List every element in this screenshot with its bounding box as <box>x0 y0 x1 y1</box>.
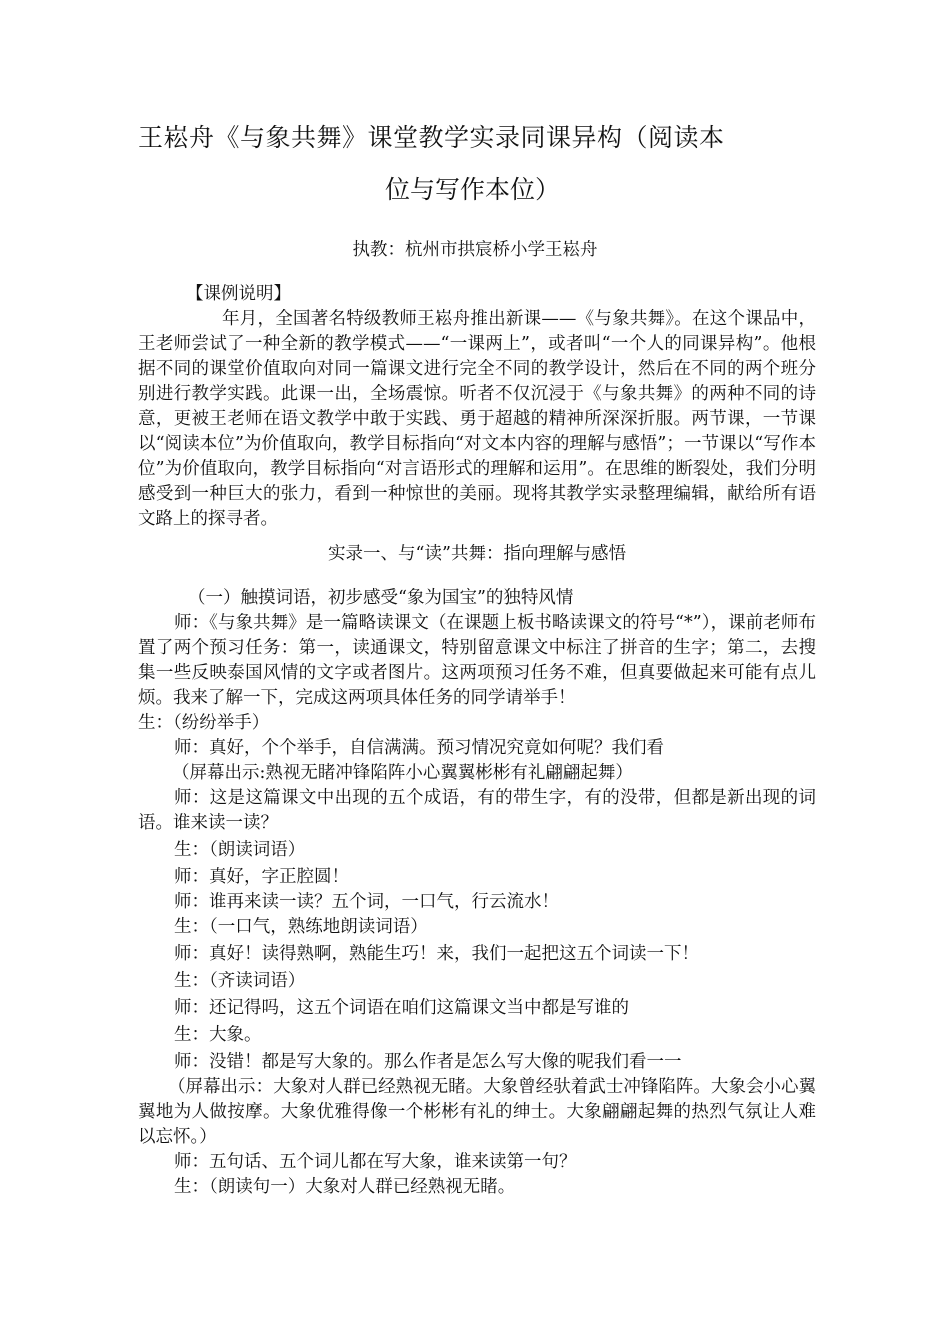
dialogue-line: 生：（一口气，熟练地朗读词语） <box>174 917 428 937</box>
section-label: 【课例说明】 <box>186 284 291 304</box>
dialogue-line: 师：真好，字正腔圆！ <box>174 867 349 887</box>
dialogue-line: 师：真好，个个举手，自信满满。预习情况究竟如何呢？我们看 <box>174 738 664 758</box>
dialogue-line: 师：《与象共舞》是一篇略读课文（在课题上板书略读课文的符号“*”），课前老师布置了两个预习任务：第一，读通课文，特别留意课文中标注了拼音的生字；第二，去搜集一些反映泰国风情的文字或者图片。这两项预习任务不难，但真要做起来可能有点儿烦。我来了解一下，完成这两项具体任务的同学请举手！ <box>138 613 816 708</box>
dialogue-line: 生：（朗读句一）大象对人群已经熟视无睹。 <box>174 1177 516 1197</box>
dialogue-line: 生：（齐读词语） <box>174 971 306 991</box>
dialogue-line: 生：大象。 <box>174 1025 262 1045</box>
dialogue-line: 师：没错！都是写大象的。那么作者是怎么写大像的呢我们看一一 <box>174 1052 682 1072</box>
screen-display-line: （屏幕出示：大象对人群已经熟视无睹。大象曾经驮着武士冲锋陷阵。大象会小心翼翼地为人做按摩。大象优雅得像一个彬彬有礼的绅士。大象翩翩起舞的热烈气氛让人难以忘怀。） <box>138 1077 816 1147</box>
dialogue-line: 师：谁再来读一读？五个词，一口气，行云流水！ <box>174 892 559 912</box>
dialogue-line: 师：还记得吗，这五个词语在咱们这篇课文当中都是写谁的 <box>174 998 629 1018</box>
dialogue-line: 生：（朗读词语） <box>174 840 306 860</box>
document-title-line2: 位与写作本位） <box>385 175 561 204</box>
author-line: 执教：杭州市拱宸桥小学王崧舟 <box>352 240 598 260</box>
screen-display-line: （屏幕出示:熟视无睹冲锋陷阵小心翼翼彬彬有礼翩翩起舞） <box>172 763 633 783</box>
dialogue-line: 师：真好！读得熟啊，熟能生巧！来，我们一起把这五个词读一下！ <box>174 944 699 964</box>
subsection-title: （一）触摸词语，初步感受“象为国宝”的独特风情 <box>188 588 574 608</box>
dialogue-line: 师：这是这篇课文中出现的五个成语，有的带生字，有的没带，但都是新出现的词语。谁来读一读？ <box>138 788 816 833</box>
dialogue-line: 师：五句话、五个词儿都在写大象，谁来读第一句？ <box>174 1152 577 1172</box>
intro-paragraph: 年月，全国著名特级教师王崧舟推出新课——《与象共舞》。在这个课品中，王老师尝试了一种全新的教学模式——“一课两上”，或者叫“一个人的同课异构”。他根据不同的课堂价值取向对同一篇课文进行完全不同的教学设计，然后在不同的两个班分别进行教学实践。此课一出，全场震惊。听者不仅沉浸于《与象共舞》的两种不同的诗意，更被王老师在语文教学中敢于实践、勇于超越的精神所深深折服。两节课，一节课以“阅读本位”为价值取向，教学目标指向“对文本内容的理解与感悟”；一节课以“写作本位”为价值取向，教学目标指向“对言语形式的理解和运用”。在思维的断裂处，我们分明感受到一种巨大的张力，看到一种惊世的美丽。现将其教学实录整理编辑，献给所有语文路上的探寻者。 <box>138 309 816 529</box>
document-body <box>138 282 816 1200</box>
document-title-line1: 王崧舟《与象共舞》课堂教学实录同课异构（阅读本 <box>138 123 725 152</box>
dialogue-line: 生：（纷纷举手） <box>138 713 270 733</box>
record-title: 实录一、与“读”共舞：指向理解与感悟 <box>328 544 626 564</box>
